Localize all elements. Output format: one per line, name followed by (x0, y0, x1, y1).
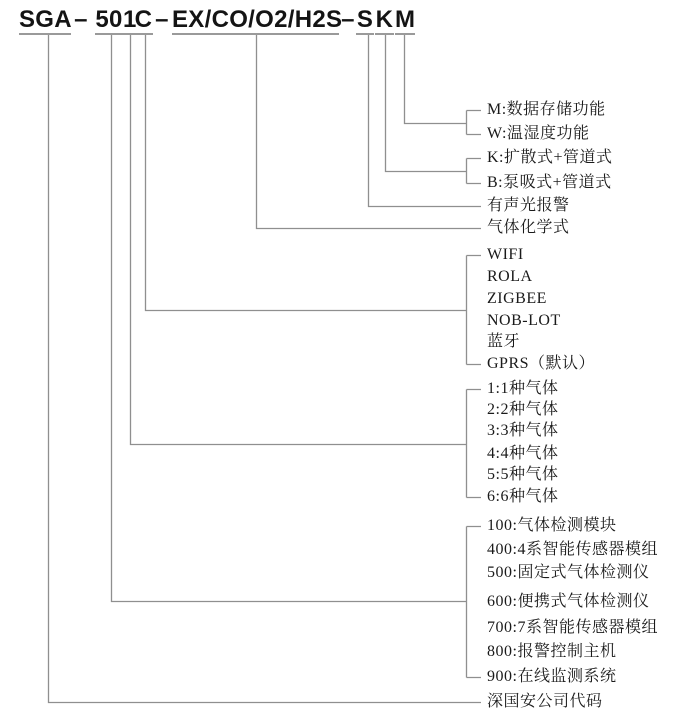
legend-gascount-5: 5:5种气体 (487, 466, 559, 483)
connector-sampling (386, 35, 482, 184)
code-separator-2: – (155, 6, 169, 33)
legend-gas-formula: 气体化学式 (487, 219, 570, 236)
legend-comm-wifi: WIFI (487, 246, 524, 263)
legend-storage-m: M:数据存储功能 (487, 101, 606, 118)
legend-series-800: 800:报警控制主机 (487, 643, 617, 660)
connector-series (112, 35, 482, 678)
code-communication: C (134, 6, 153, 33)
legend-sampling-b: B:泵吸式+管道式 (487, 174, 612, 191)
connector-communication (146, 35, 482, 365)
legend-gascount-4: 4:4种气体 (487, 445, 559, 462)
legend-company-code: 深国安公司代码 (487, 693, 603, 710)
code-alarm: S (356, 6, 374, 33)
legend-storage-w: W:温湿度功能 (487, 125, 590, 142)
legend-series-100: 100:气体检测模块 (487, 517, 617, 534)
code-gas-formula: EX/CO/O2/H2S (172, 6, 343, 33)
legend-series-900: 900:在线监测系统 (487, 668, 617, 685)
legend-gascount-2: 2:2种气体 (487, 401, 559, 418)
legend-comm-rola: ROLA (487, 268, 533, 285)
code-gas-count-digit: 1 (123, 6, 137, 33)
legend-series-600: 600:便携式气体检测仪 (487, 593, 650, 610)
code-sampling: K (375, 6, 394, 33)
legend-series-500: 500:固定式气体检测仪 (487, 564, 650, 581)
legend-sampling-k: K:扩散式+管道式 (487, 149, 613, 166)
legend-gascount-1: 1:1种气体 (487, 380, 559, 397)
code-series-digits: 50 (95, 6, 123, 33)
code-separator-3: – (341, 6, 355, 33)
legend-comm-bluetooth: 蓝牙 (487, 333, 521, 350)
code-company-prefix: SGA (19, 6, 72, 33)
connector-gas-count (131, 35, 482, 498)
legend-gascount-3: 3:3种气体 (487, 422, 559, 439)
code-storage: M (395, 6, 416, 33)
legend-gascount-6: 6:6种气体 (487, 488, 559, 505)
connector-company-code (49, 35, 482, 703)
legend-alarm: 有声光报警 (487, 197, 570, 214)
legend-series-400: 400:4系智能传感器模组 (487, 541, 658, 558)
legend-comm-gprs: GPRS（默认） (487, 355, 596, 372)
code-separator-1: – (74, 6, 88, 33)
legend-series-700: 700:7系智能传感器模组 (487, 619, 658, 636)
legend-comm-noblot: NOB-LOT (487, 312, 561, 329)
legend-comm-zigbee: ZIGBEE (487, 290, 547, 307)
connector-storage (405, 35, 482, 135)
